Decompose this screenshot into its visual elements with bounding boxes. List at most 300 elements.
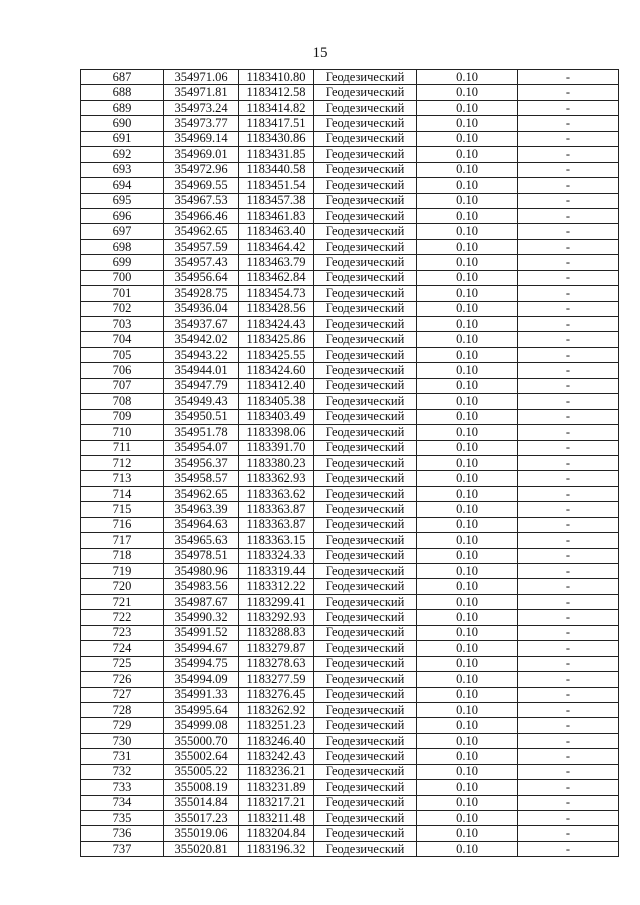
y-coordinate-cell: 1183464.42: [239, 239, 314, 254]
table-row: [81, 409, 619, 424]
point-number-cell: 688: [81, 85, 164, 100]
table-row: [81, 672, 619, 687]
point-number-cell: 716: [81, 517, 164, 532]
point-number-cell: 706: [81, 363, 164, 378]
point-number-cell: 700: [81, 270, 164, 285]
x-coordinate-cell: 354971.81: [164, 85, 239, 100]
x-coordinate-cell: 354964.63: [164, 517, 239, 532]
table-row: [81, 471, 619, 486]
method-cell: Геодезический: [314, 826, 417, 841]
table-row: [81, 394, 619, 409]
method-cell: Геодезический: [314, 687, 417, 702]
accuracy-cell: 0.10: [417, 208, 518, 223]
point-number-cell: 723: [81, 625, 164, 640]
x-coordinate-cell: 354956.64: [164, 270, 239, 285]
method-cell: Геодезический: [314, 224, 417, 239]
point-number-cell: 690: [81, 116, 164, 131]
method-cell: Геодезический: [314, 394, 417, 409]
y-coordinate-cell: 1183457.38: [239, 193, 314, 208]
accuracy-cell: 0.10: [417, 332, 518, 347]
y-coordinate-cell: 1183463.40: [239, 224, 314, 239]
x-coordinate-cell: 354943.22: [164, 347, 239, 362]
y-coordinate-cell: 1183430.86: [239, 131, 314, 146]
method-cell: Геодезический: [314, 100, 417, 115]
y-coordinate-cell: 1183403.49: [239, 409, 314, 424]
method-cell: Геодезический: [314, 533, 417, 548]
point-number-cell: 704: [81, 332, 164, 347]
x-coordinate-cell: 354969.14: [164, 131, 239, 146]
x-coordinate-cell: 354951.78: [164, 425, 239, 440]
method-cell: Геодезический: [314, 301, 417, 316]
point-number-cell: 702: [81, 301, 164, 316]
accuracy-cell: 0.10: [417, 471, 518, 486]
accuracy-cell: 0.10: [417, 594, 518, 609]
accuracy-cell: 0.10: [417, 672, 518, 687]
point-number-cell: 732: [81, 764, 164, 779]
note-cell: -: [518, 363, 619, 378]
point-number-cell: 714: [81, 486, 164, 501]
note-cell: -: [518, 548, 619, 563]
note-cell: -: [518, 471, 619, 486]
y-coordinate-cell: 1183362.93: [239, 471, 314, 486]
point-number-cell: 710: [81, 425, 164, 440]
accuracy-cell: 0.10: [417, 533, 518, 548]
method-cell: Геодезический: [314, 178, 417, 193]
y-coordinate-cell: 1183410.80: [239, 70, 314, 85]
accuracy-cell: 0.10: [417, 811, 518, 826]
method-cell: Геодезический: [314, 317, 417, 332]
x-coordinate-cell: 354965.63: [164, 533, 239, 548]
accuracy-cell: 0.10: [417, 224, 518, 239]
x-coordinate-cell: 354994.67: [164, 641, 239, 656]
table-row: [81, 332, 619, 347]
method-cell: Геодезический: [314, 455, 417, 470]
table-row: [81, 301, 619, 316]
y-coordinate-cell: 1183211.48: [239, 811, 314, 826]
y-coordinate-cell: 1183461.83: [239, 208, 314, 223]
method-cell: Геодезический: [314, 780, 417, 795]
table-row: [81, 811, 619, 826]
point-number-cell: 734: [81, 795, 164, 810]
x-coordinate-cell: 355008.19: [164, 780, 239, 795]
note-cell: -: [518, 394, 619, 409]
method-cell: Геодезический: [314, 162, 417, 177]
x-coordinate-cell: 354972.96: [164, 162, 239, 177]
note-cell: -: [518, 579, 619, 594]
point-number-cell: 705: [81, 347, 164, 362]
point-number-cell: 696: [81, 208, 164, 223]
point-number-cell: 712: [81, 455, 164, 470]
table-row: [81, 733, 619, 748]
x-coordinate-cell: 354950.51: [164, 409, 239, 424]
method-cell: Геодезический: [314, 702, 417, 717]
y-coordinate-cell: 1183425.55: [239, 347, 314, 362]
accuracy-cell: 0.10: [417, 116, 518, 131]
x-coordinate-cell: 355019.06: [164, 826, 239, 841]
table-row: [81, 641, 619, 656]
table-row: [81, 317, 619, 332]
table-row: [81, 363, 619, 378]
table-row: [81, 687, 619, 702]
note-cell: -: [518, 85, 619, 100]
table-row: [81, 455, 619, 470]
point-number-cell: 715: [81, 502, 164, 517]
accuracy-cell: 0.10: [417, 425, 518, 440]
y-coordinate-cell: 1183288.83: [239, 625, 314, 640]
point-number-cell: 729: [81, 718, 164, 733]
point-number-cell: 728: [81, 702, 164, 717]
table-row: [81, 255, 619, 270]
x-coordinate-cell: 354994.75: [164, 656, 239, 671]
note-cell: -: [518, 826, 619, 841]
note-cell: -: [518, 409, 619, 424]
y-coordinate-cell: 1183412.58: [239, 85, 314, 100]
x-coordinate-cell: 354973.24: [164, 100, 239, 115]
note-cell: -: [518, 116, 619, 131]
point-number-cell: 694: [81, 178, 164, 193]
method-cell: Геодезический: [314, 440, 417, 455]
point-number-cell: 707: [81, 378, 164, 393]
x-coordinate-cell: 354957.43: [164, 255, 239, 270]
point-number-cell: 733: [81, 780, 164, 795]
y-coordinate-cell: 1183231.89: [239, 780, 314, 795]
table-row: [81, 517, 619, 532]
note-cell: -: [518, 749, 619, 764]
y-coordinate-cell: 1183279.87: [239, 641, 314, 656]
x-coordinate-cell: 354983.56: [164, 579, 239, 594]
note-cell: -: [518, 178, 619, 193]
y-coordinate-cell: 1183278.63: [239, 656, 314, 671]
method-cell: Геодезический: [314, 733, 417, 748]
point-number-cell: 689: [81, 100, 164, 115]
method-cell: Геодезический: [314, 656, 417, 671]
y-coordinate-cell: 1183312.22: [239, 579, 314, 594]
y-coordinate-cell: 1183412.40: [239, 378, 314, 393]
accuracy-cell: 0.10: [417, 826, 518, 841]
note-cell: -: [518, 625, 619, 640]
note-cell: -: [518, 718, 619, 733]
point-number-cell: 703: [81, 317, 164, 332]
point-number-cell: 725: [81, 656, 164, 671]
accuracy-cell: 0.10: [417, 363, 518, 378]
accuracy-cell: 0.10: [417, 162, 518, 177]
accuracy-cell: 0.10: [417, 733, 518, 748]
note-cell: -: [518, 162, 619, 177]
y-coordinate-cell: 1183417.51: [239, 116, 314, 131]
note-cell: -: [518, 239, 619, 254]
point-number-cell: 731: [81, 749, 164, 764]
method-cell: Геодезический: [314, 764, 417, 779]
note-cell: -: [518, 594, 619, 609]
y-coordinate-cell: 1183463.79: [239, 255, 314, 270]
method-cell: Геодезический: [314, 425, 417, 440]
y-coordinate-cell: 1183398.06: [239, 425, 314, 440]
accuracy-cell: 0.10: [417, 286, 518, 301]
method-cell: Геодезический: [314, 193, 417, 208]
table-row: [81, 656, 619, 671]
point-number-cell: 719: [81, 564, 164, 579]
accuracy-cell: 0.10: [417, 301, 518, 316]
accuracy-cell: 0.10: [417, 564, 518, 579]
x-coordinate-cell: 354991.52: [164, 625, 239, 640]
point-number-cell: 730: [81, 733, 164, 748]
accuracy-cell: 0.10: [417, 255, 518, 270]
point-number-cell: 720: [81, 579, 164, 594]
table-row: [81, 625, 619, 640]
x-coordinate-cell: 354980.96: [164, 564, 239, 579]
table-row: [81, 548, 619, 563]
accuracy-cell: 0.10: [417, 749, 518, 764]
note-cell: -: [518, 332, 619, 347]
x-coordinate-cell: 354967.53: [164, 193, 239, 208]
method-cell: Геодезический: [314, 131, 417, 146]
note-cell: -: [518, 764, 619, 779]
accuracy-cell: 0.10: [417, 764, 518, 779]
y-coordinate-cell: 1183431.85: [239, 147, 314, 162]
accuracy-cell: 0.10: [417, 625, 518, 640]
accuracy-cell: 0.10: [417, 702, 518, 717]
accuracy-cell: 0.10: [417, 131, 518, 146]
note-cell: -: [518, 564, 619, 579]
note-cell: -: [518, 440, 619, 455]
table-row: [81, 131, 619, 146]
method-cell: Геодезический: [314, 363, 417, 378]
method-cell: Геодезический: [314, 517, 417, 532]
y-coordinate-cell: 1183246.40: [239, 733, 314, 748]
accuracy-cell: 0.10: [417, 641, 518, 656]
y-coordinate-cell: 1183424.43: [239, 317, 314, 332]
method-cell: Геодезический: [314, 841, 417, 856]
accuracy-cell: 0.10: [417, 239, 518, 254]
x-coordinate-cell: 355014.84: [164, 795, 239, 810]
method-cell: Геодезический: [314, 594, 417, 609]
x-coordinate-cell: 355017.23: [164, 811, 239, 826]
accuracy-cell: 0.10: [417, 440, 518, 455]
page-number: 15: [312, 45, 328, 61]
method-cell: Геодезический: [314, 239, 417, 254]
method-cell: Геодезический: [314, 409, 417, 424]
table-row: [81, 147, 619, 162]
method-cell: Геодезический: [314, 641, 417, 656]
x-coordinate-cell: 354936.04: [164, 301, 239, 316]
y-coordinate-cell: 1183391.70: [239, 440, 314, 455]
point-number-cell: 693: [81, 162, 164, 177]
method-cell: Геодезический: [314, 255, 417, 270]
x-coordinate-cell: 354969.55: [164, 178, 239, 193]
note-cell: -: [518, 610, 619, 625]
x-coordinate-cell: 354958.57: [164, 471, 239, 486]
method-cell: Геодезический: [314, 286, 417, 301]
x-coordinate-cell: 354957.59: [164, 239, 239, 254]
x-coordinate-cell: 354962.65: [164, 486, 239, 501]
x-coordinate-cell: 354947.79: [164, 378, 239, 393]
note-cell: -: [518, 795, 619, 810]
method-cell: Геодезический: [314, 749, 417, 764]
x-coordinate-cell: 354937.67: [164, 317, 239, 332]
x-coordinate-cell: 354969.01: [164, 147, 239, 162]
accuracy-cell: 0.10: [417, 100, 518, 115]
method-cell: Геодезический: [314, 471, 417, 486]
point-number-cell: 737: [81, 841, 164, 856]
method-cell: Геодезический: [314, 625, 417, 640]
note-cell: -: [518, 517, 619, 532]
note-cell: -: [518, 147, 619, 162]
table-row: [81, 425, 619, 440]
method-cell: Геодезический: [314, 811, 417, 826]
table-row: [81, 764, 619, 779]
note-cell: -: [518, 641, 619, 656]
y-coordinate-cell: 1183428.56: [239, 301, 314, 316]
accuracy-cell: 0.10: [417, 502, 518, 517]
note-cell: -: [518, 811, 619, 826]
method-cell: Геодезический: [314, 502, 417, 517]
accuracy-cell: 0.10: [417, 394, 518, 409]
table-row: [81, 116, 619, 131]
point-number-cell: 721: [81, 594, 164, 609]
accuracy-cell: 0.10: [417, 178, 518, 193]
note-cell: -: [518, 733, 619, 748]
coordinates-table-body: [81, 70, 619, 857]
accuracy-cell: 0.10: [417, 486, 518, 501]
table-row: [81, 780, 619, 795]
point-number-cell: 698: [81, 239, 164, 254]
table-row: [81, 579, 619, 594]
table-row: [81, 270, 619, 285]
note-cell: -: [518, 378, 619, 393]
y-coordinate-cell: 1183440.58: [239, 162, 314, 177]
point-number-cell: 735: [81, 811, 164, 826]
point-number-cell: 701: [81, 286, 164, 301]
table-row: [81, 85, 619, 100]
note-cell: -: [518, 502, 619, 517]
y-coordinate-cell: 1183424.60: [239, 363, 314, 378]
accuracy-cell: 0.10: [417, 70, 518, 85]
table-row: [81, 826, 619, 841]
accuracy-cell: 0.10: [417, 270, 518, 285]
x-coordinate-cell: 354966.46: [164, 208, 239, 223]
table-row: [81, 440, 619, 455]
table-row: [81, 795, 619, 810]
y-coordinate-cell: 1183204.84: [239, 826, 314, 841]
note-cell: -: [518, 100, 619, 115]
point-number-cell: 711: [81, 440, 164, 455]
point-number-cell: 708: [81, 394, 164, 409]
accuracy-cell: 0.10: [417, 687, 518, 702]
x-coordinate-cell: 354962.65: [164, 224, 239, 239]
x-coordinate-cell: 354973.77: [164, 116, 239, 131]
note-cell: -: [518, 270, 619, 285]
x-coordinate-cell: 354994.09: [164, 672, 239, 687]
table-row: [81, 286, 619, 301]
method-cell: Геодезический: [314, 332, 417, 347]
y-coordinate-cell: 1183196.32: [239, 841, 314, 856]
y-coordinate-cell: 1183363.62: [239, 486, 314, 501]
table-row: [81, 178, 619, 193]
x-coordinate-cell: 354956.37: [164, 455, 239, 470]
note-cell: -: [518, 131, 619, 146]
x-coordinate-cell: 354990.32: [164, 610, 239, 625]
x-coordinate-cell: 354999.08: [164, 718, 239, 733]
note-cell: -: [518, 533, 619, 548]
y-coordinate-cell: 1183251.23: [239, 718, 314, 733]
table-row: [81, 594, 619, 609]
accuracy-cell: 0.10: [417, 147, 518, 162]
note-cell: -: [518, 255, 619, 270]
table-row: [81, 533, 619, 548]
accuracy-cell: 0.10: [417, 579, 518, 594]
point-number-cell: 697: [81, 224, 164, 239]
point-number-cell: 692: [81, 147, 164, 162]
y-coordinate-cell: 1183276.45: [239, 687, 314, 702]
table-row: [81, 378, 619, 393]
point-number-cell: 726: [81, 672, 164, 687]
table-row: [81, 347, 619, 362]
point-number-cell: 713: [81, 471, 164, 486]
y-coordinate-cell: 1183363.87: [239, 502, 314, 517]
x-coordinate-cell: 355002.64: [164, 749, 239, 764]
y-coordinate-cell: 1183242.43: [239, 749, 314, 764]
note-cell: -: [518, 687, 619, 702]
method-cell: Геодезический: [314, 147, 417, 162]
point-number-cell: 736: [81, 826, 164, 841]
method-cell: Геодезический: [314, 718, 417, 733]
note-cell: -: [518, 286, 619, 301]
y-coordinate-cell: 1183217.21: [239, 795, 314, 810]
table-row: [81, 193, 619, 208]
accuracy-cell: 0.10: [417, 517, 518, 532]
y-coordinate-cell: 1183277.59: [239, 672, 314, 687]
point-number-cell: 687: [81, 70, 164, 85]
x-coordinate-cell: 354944.01: [164, 363, 239, 378]
method-cell: Геодезический: [314, 795, 417, 810]
accuracy-cell: 0.10: [417, 795, 518, 810]
point-number-cell: 699: [81, 255, 164, 270]
y-coordinate-cell: 1183236.21: [239, 764, 314, 779]
note-cell: -: [518, 70, 619, 85]
accuracy-cell: 0.10: [417, 347, 518, 362]
y-coordinate-cell: 1183319.44: [239, 564, 314, 579]
method-cell: Геодезический: [314, 270, 417, 285]
point-number-cell: 709: [81, 409, 164, 424]
note-cell: -: [518, 301, 619, 316]
y-coordinate-cell: 1183462.84: [239, 270, 314, 285]
note-cell: -: [518, 347, 619, 362]
x-coordinate-cell: 354987.67: [164, 594, 239, 609]
note-cell: -: [518, 780, 619, 795]
note-cell: -: [518, 208, 619, 223]
y-coordinate-cell: 1183299.41: [239, 594, 314, 609]
table-row: [81, 208, 619, 223]
accuracy-cell: 0.10: [417, 610, 518, 625]
table-row: [81, 718, 619, 733]
method-cell: Геодезический: [314, 116, 417, 131]
x-coordinate-cell: 354928.75: [164, 286, 239, 301]
y-coordinate-cell: 1183324.33: [239, 548, 314, 563]
accuracy-cell: 0.10: [417, 656, 518, 671]
note-cell: -: [518, 224, 619, 239]
method-cell: Геодезический: [314, 70, 417, 85]
x-coordinate-cell: 354995.64: [164, 702, 239, 717]
accuracy-cell: 0.10: [417, 780, 518, 795]
note-cell: -: [518, 317, 619, 332]
y-coordinate-cell: 1183405.38: [239, 394, 314, 409]
table-row: [81, 162, 619, 177]
method-cell: Геодезический: [314, 208, 417, 223]
accuracy-cell: 0.10: [417, 85, 518, 100]
x-coordinate-cell: 354954.07: [164, 440, 239, 455]
method-cell: Геодезический: [314, 564, 417, 579]
accuracy-cell: 0.10: [417, 548, 518, 563]
